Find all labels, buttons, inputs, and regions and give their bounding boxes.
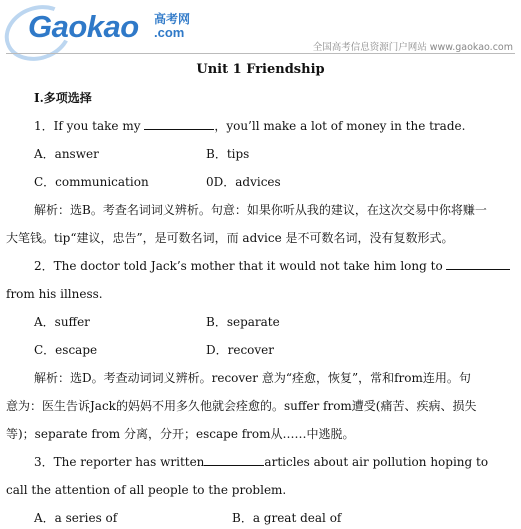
header-divider xyxy=(6,53,515,54)
q1-explanation-line-1: 解析：选B。考查名词词义辨析。句意：如果你听从我的建议，在这次交易中你将赚一 xyxy=(34,203,487,217)
question-3-stem-start: 3．The reporter has written xyxy=(34,455,205,469)
q1-option-a: A．answer xyxy=(34,147,99,161)
question-1-stem-start: 1．If you take my xyxy=(34,119,145,133)
q1-option-b: B．tips xyxy=(206,147,250,161)
q1-option-d: 0D．advices xyxy=(206,175,281,189)
question-3-stem-cont: call the attention of all people to the problem. xyxy=(6,483,287,497)
q3-option-a: A．a series of xyxy=(34,511,118,525)
question-3-stem-end: articles about air pollution hoping to xyxy=(264,455,489,469)
question-2-stem-start: 2．The doctor told Jack’s mother that it would not take him long to xyxy=(34,259,447,273)
question-3-stem xyxy=(34,454,488,470)
question-3-blank xyxy=(204,455,264,466)
q2-option-b: B．separate xyxy=(206,315,280,329)
q2-option-a: A．suffer xyxy=(34,315,90,329)
q3-option-b: B．a great deal of xyxy=(232,511,342,525)
q2-option-c: C．escape xyxy=(34,343,98,357)
logo-domain: .com xyxy=(154,25,185,40)
q1-explanation-line-2: 大笔钱。tip“建议，忠告”，是可数名词，而 advice 是不可数名词，没有复数形式。 xyxy=(6,231,454,245)
q2-option-d: D．recover xyxy=(206,343,275,357)
question-2-stem xyxy=(34,258,510,274)
question-2-stem-cont: from his illness. xyxy=(6,287,103,301)
logo-wordmark: Gaokao xyxy=(28,9,139,44)
logo-chinese-name: 高考网 xyxy=(154,12,191,26)
gaokao-logo[interactable] xyxy=(4,6,194,54)
q2-explanation-line-3: 等)；separate from 分离，分开；escape from从……中逃脱。 xyxy=(6,427,355,441)
page-header xyxy=(0,0,521,58)
question-2-blank xyxy=(446,259,510,270)
question-1-blank xyxy=(144,119,214,130)
question-1-stem-end: ，you’ll make a lot of money in the trade. xyxy=(214,119,466,133)
page-title: Unit 1 Friendship xyxy=(196,62,325,77)
site-tagline: 全国高考信息资源门户网站 www.gaokao.com xyxy=(312,42,513,53)
section-heading: Ⅰ.多项选择 xyxy=(34,91,92,105)
q1-option-c: C．communication xyxy=(34,175,149,189)
question-1-stem xyxy=(34,118,465,134)
q2-explanation-line-2: 意为：医生告诉Jack的妈妈不用多久他就会痊愈的。suffer from遭受(痛苦、疾病、损失 xyxy=(6,399,477,413)
q2-explanation-line-1: 解析：选D。考查动词词义辨析。recover 意为“痊愈，恢复”，常和from连用。句 xyxy=(34,371,471,385)
